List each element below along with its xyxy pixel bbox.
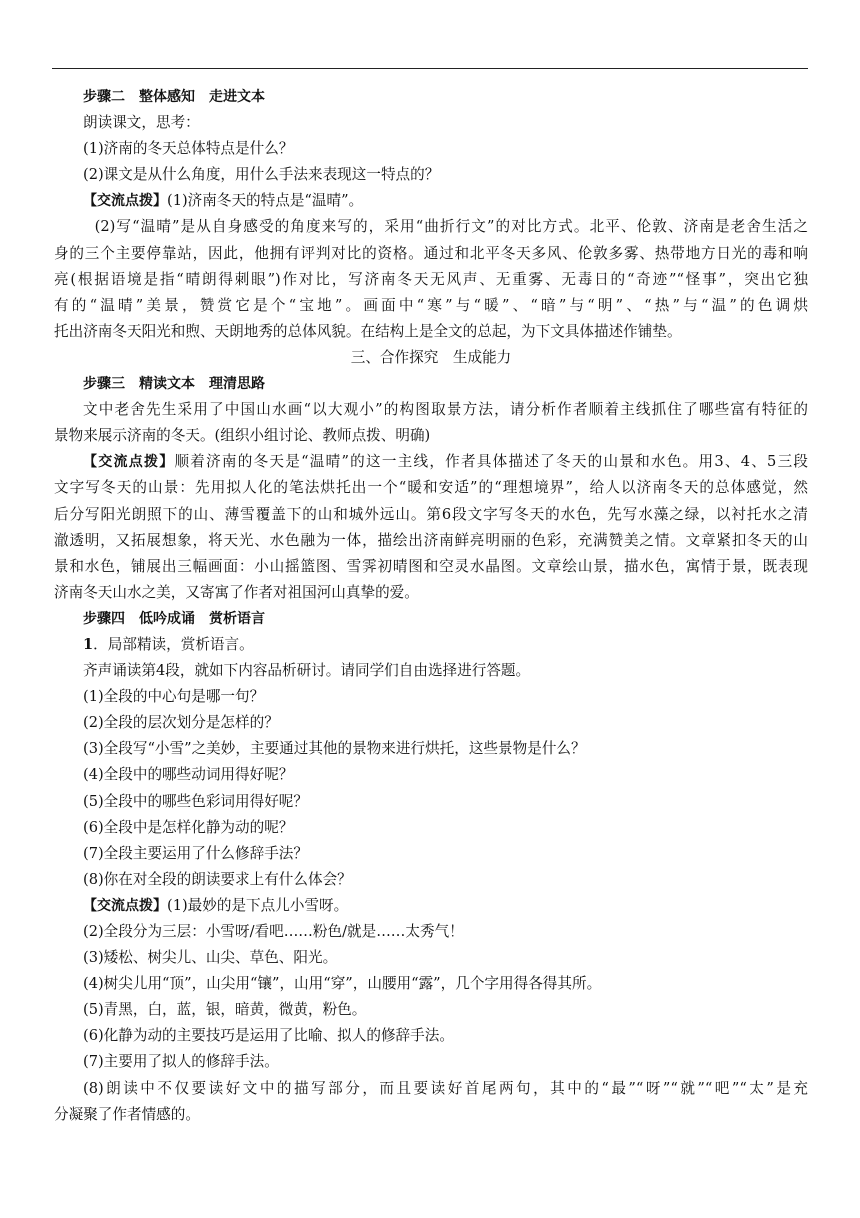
step4-heading: 步骤四 低吟成诵 赏析语言 [83, 610, 265, 627]
section3-title: 三、合作探究 生成能力 [350, 348, 512, 366]
step2-answer-2-line: 有的“温晴”美景，赞赏它是个“宝地”。画面中“寒”与“暖”、“暗”与“明”、“热”与“温”的色调烘 [54, 296, 808, 314]
step4-item-1 [83, 632, 808, 658]
answer-tag: 【交流点拨】 [83, 193, 167, 210]
step4-answer: (2)全段分为三层：小雪呀/看吧……粉色/就是……太秀气！ [83, 923, 464, 940]
step2-answer-2-line: 身的三个主要停靠站，因此，他拥有评判对比的资格。通过和北平冬天多风、伦敦多雾、热带地方日光的毒和响 [54, 244, 808, 262]
step4-question: (4)全段中的哪些动词用得好呢？ [83, 766, 294, 784]
step2-answer-1 [83, 188, 808, 214]
step4-answer-1 [83, 893, 808, 919]
step4-answer: (3)矮松、树尖儿、山尖、草色、阳光。 [83, 949, 338, 967]
step2-answer-2-line: (2)写“温晴”是从自身感受的角度来写的，采用“曲折行文”的对比方式。北平、伦敦、济南是老舍生活之 [94, 218, 808, 236]
header-rule [52, 68, 808, 69]
step2-answer-2-line: 托出济南冬天阳光和煦、天朗地秀的总体风貌。在结构上是全文的总起，为下文具体描述作铺垫。 [54, 322, 682, 340]
step4-question: (8)你在对全段的朗读要求上有什么体会？ [83, 870, 352, 888]
step4-question: (3)全段写“小雪”之美妙，主要通过其他的景物来进行烘托，这些景物是什么？ [83, 740, 586, 758]
step4-answer: (7)主要用了拟人的修辞手法。 [83, 1053, 279, 1071]
step4-answer-8-line: 分凝聚了作者情感的。 [54, 1105, 200, 1123]
step2-answer-1-text: (1)济南冬天的特点是“温晴”。 [167, 192, 364, 210]
step2-prompt: 朗读课文，思考： [83, 114, 200, 132]
step3-answer-line: 澈透明，又拓展想象，将天光、水色融为一体，描绘出济南鲜亮明丽的色彩，充满赞美之情。文章紧扣冬天的山 [54, 531, 808, 549]
step4-answer: (6)化静为动的主要技巧是运用了比喻、拟人的修辞手法。 [83, 1027, 454, 1045]
step4-answer-8-line: (8)朗读中不仅要读好文中的描写部分，而且要读好首尾两句，其中的“最”“呀”“就”“吧”“太”是充 [83, 1079, 808, 1097]
step3-heading: 步骤三 精读文本 理清思路 [83, 376, 265, 393]
step4-intro: 齐声诵读第4段，就如下内容品析研讨。请同学们自由选择进行答题。 [83, 662, 531, 680]
step4-answer: (5)青黑，白，蓝，银，暗黄，微黄，粉色。 [83, 1001, 367, 1019]
step2-heading: 步骤二 整体感知 走进文本 [83, 89, 265, 105]
step3-answer-line: 济南冬天山水之美，又寄寓了作者对祖国河山真挚的爱。 [54, 583, 419, 601]
step4-item-1-number: 1 [83, 635, 94, 653]
step2-question-2: (2)课文是从什么角度，用什么手法来表现这一特点的？ [83, 166, 440, 184]
step3-answer-line: 景和水色，铺展出三幅画面：小山摇篮图、雪霁初晴图和空灵水晶图。文章绘山景，描水色，寓情于景，既表现 [54, 557, 808, 575]
step4-question: (7)全段主要运用了什么修辞手法？ [83, 844, 308, 862]
step4-answer: (4)树尖儿用“顶”，山尖用“镶”，山用“穿”，山腰用“露”，几个字用得各得其所。 [83, 975, 602, 993]
step4-answer-1-text: (1)最妙的是下点儿小雪呀。 [167, 896, 349, 914]
step3-answer-first [83, 449, 808, 475]
document-body [54, 84, 808, 1128]
step4-question: (6)全段中是怎样化静为动的呢？ [83, 818, 294, 836]
step3-answer-line: 后分写阳光朗照下的山、薄雪覆盖下的山和城外远山。第6段文字写冬天的水色，先写水藻之绿，以衬托水之清 [54, 505, 808, 523]
step3-answer-first-text: 顺着济南的冬天是“温晴”的这一主线，作者具体描述了冬天的山景和水色。用3、4、5三段 [174, 453, 808, 471]
step3-intro-line: 文中老舍先生采用了中国山水画“以大观小”的构图取景方法，请分析作者顺着主线抓住了哪些富有特征的 [83, 401, 808, 419]
step4-question: (2)全段的层次划分是怎样的？ [83, 714, 279, 732]
step4-question: (5)全段中的哪些色彩词用得好呢？ [83, 792, 308, 810]
answer-tag: 【交流点拨】 [83, 454, 175, 471]
step4-question: (1)全段的中心句是哪一句？ [83, 688, 265, 706]
step3-answer-line: 文字写冬天的山景：先用拟人化的笔法烘托出一个“暖和安适”的“理想境界”，给人以济南冬天的总体感觉，然 [54, 479, 808, 497]
step3-intro-line: 景物来展示济南的冬天。(组织小组讨论、教师点拨、明确) [54, 427, 431, 445]
step4-item-1-text: ．局部精读，赏析语言。 [93, 635, 254, 653]
step2-answer-2-line: 亮(根据语境是指“晴朗得刺眼”)作对比，写济南冬天无风声、无重雾、无毒日的“奇迹”“怪事”，突出它独 [54, 270, 808, 288]
step2-question-1: (1)济南的冬天总体特点是什么？ [83, 140, 294, 158]
answer-tag: 【交流点拨】 [83, 897, 167, 914]
